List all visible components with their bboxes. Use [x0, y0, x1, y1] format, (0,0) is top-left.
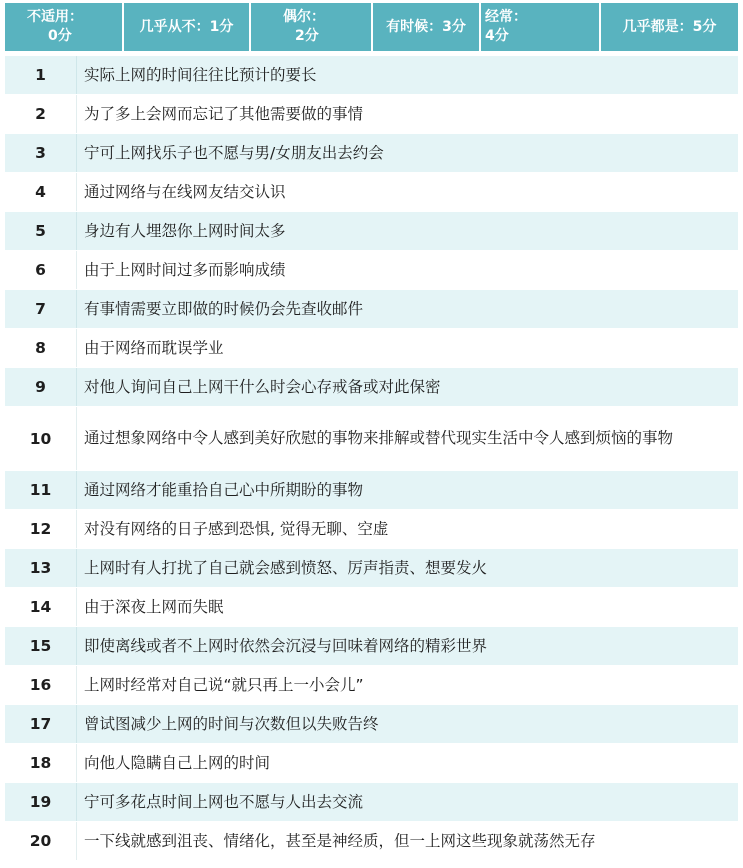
- legend-label: 几乎从不：1分: [139, 18, 234, 35]
- legend-often: [481, 3, 601, 51]
- item-number: 2: [5, 95, 77, 133]
- item-text: 通过网络才能重拾自己心中所期盼的事物: [84, 480, 364, 499]
- table-row: [5, 95, 738, 134]
- item-text: 通过网络与在线网友结交认识: [84, 182, 286, 201]
- table-row: [5, 822, 738, 861]
- legend-score: 4分: [485, 28, 509, 44]
- item-text: 由于上网时间过多而影响成绩: [84, 260, 286, 279]
- item-text: 身边有人埋怨你上网时间太多: [84, 221, 286, 240]
- table-row: [5, 407, 738, 471]
- table-row: [5, 329, 738, 368]
- item-text: 上网时经常对自己说“就只再上一小会儿”: [84, 675, 364, 694]
- table-row: [5, 666, 738, 705]
- item-text: 向他人隐瞒自己上网的时间: [84, 753, 271, 772]
- item-text: 宁可多花点时间上网也不愿与人出去交流: [84, 792, 364, 811]
- item-number: 13: [5, 549, 77, 587]
- table-row: [5, 705, 738, 744]
- legend-label: 不适用：: [27, 9, 83, 25]
- item-text: 即使离线或者不上网时依然会沉浸与回味着网络的精彩世界: [84, 636, 488, 655]
- item-number: 18: [5, 744, 77, 782]
- item-number: 6: [5, 251, 77, 289]
- table-row: [5, 134, 738, 173]
- item-number: 11: [5, 471, 77, 509]
- item-text: 宁可上网找乐子也不愿与男/女朋友出去约会: [84, 143, 384, 162]
- legend-sometimes: [373, 3, 481, 51]
- legend-not-applicable: [5, 3, 124, 51]
- item-number: 10: [5, 407, 77, 470]
- item-text: 有事情需要立即做的时候仍会先查收邮件: [84, 299, 364, 318]
- item-number: 9: [5, 368, 77, 406]
- item-text: 通过想象网络中令人感到美好欣慰的事物来排解或替代现实生活中令人感到烦恼的事物: [84, 429, 674, 447]
- table-row: [5, 510, 738, 549]
- table-row: [5, 549, 738, 588]
- item-number: 17: [5, 705, 77, 743]
- questionnaire-table: [5, 56, 738, 861]
- table-row: [5, 744, 738, 783]
- item-number: 5: [5, 212, 77, 250]
- table-row: [5, 471, 738, 510]
- table-row: [5, 368, 738, 407]
- table-row: [5, 212, 738, 251]
- item-number: 16: [5, 666, 77, 704]
- item-number: 4: [5, 173, 77, 211]
- legend-label: 偶尔：: [283, 9, 325, 25]
- item-number: 7: [5, 290, 77, 328]
- item-number: 8: [5, 329, 77, 367]
- table-row: [5, 627, 738, 666]
- table-row: [5, 56, 738, 95]
- item-number: 14: [5, 588, 77, 626]
- item-text: 实际上网的时间往往比预计的要长: [84, 65, 317, 84]
- item-number: 20: [5, 822, 77, 860]
- legend-almost-always: [601, 3, 738, 51]
- table-row: [5, 290, 738, 329]
- item-text: 曾试图减少上网的时间与次数但以失败告终: [84, 714, 379, 733]
- legend-label: 有时候：3分: [386, 18, 466, 35]
- legend-score: 0分: [48, 28, 72, 44]
- legend-occasionally: [251, 3, 373, 51]
- legend-score: 2分: [295, 28, 319, 44]
- item-text: 为了多上会网而忘记了其他需要做的事情: [84, 104, 364, 123]
- item-number: 12: [5, 510, 77, 548]
- legend-label: 几乎都是：5分: [622, 18, 717, 35]
- item-text: 一下线就感到沮丧、情绪化，甚至是神经质，但一上网这些现象就荡然无存: [84, 831, 596, 850]
- legend-label: 经常：: [485, 9, 527, 25]
- score-legend-header: [5, 3, 738, 51]
- item-text: 上网时有人打扰了自己就会感到愤怒、厉声指责、想要发火: [84, 558, 488, 577]
- legend-almost-never: [124, 3, 251, 51]
- item-number: 19: [5, 783, 77, 821]
- item-text: 对他人询问自己上网干什么时会心存戒备或对此保密: [84, 377, 441, 396]
- item-number: 3: [5, 134, 77, 172]
- item-text: 对没有网络的日子感到恐惧, 觉得无聊、空虚: [84, 519, 389, 538]
- item-text: 由于深夜上网而失眠: [84, 597, 224, 616]
- table-row: [5, 173, 738, 212]
- item-number: 1: [5, 56, 77, 94]
- table-row: [5, 588, 738, 627]
- table-row: [5, 251, 738, 290]
- item-number: 15: [5, 627, 77, 665]
- item-text: 由于网络而耽误学业: [84, 338, 224, 357]
- table-row: [5, 783, 738, 822]
